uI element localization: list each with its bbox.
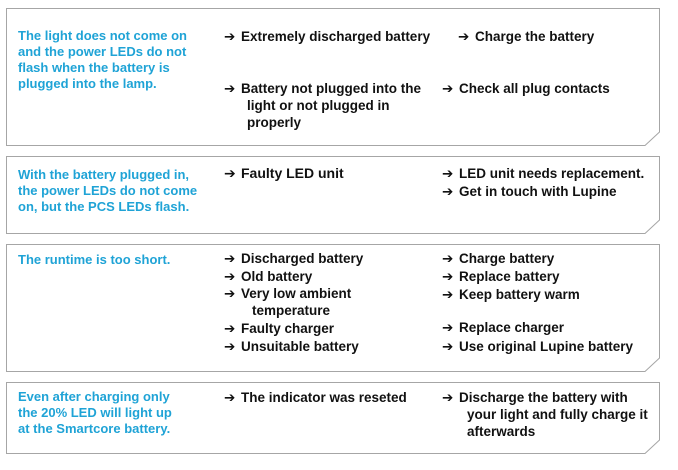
cause-item: ➔ Discharged battery bbox=[224, 251, 364, 266]
right-arrow-icon: ➔ bbox=[224, 286, 236, 301]
solution-item: ➔ Charge battery bbox=[442, 251, 555, 266]
cause-item: ➔ The indicator was reseted bbox=[224, 390, 407, 405]
troubleshooting-row-3 bbox=[6, 244, 660, 372]
cause-item: ➔ Old battery bbox=[224, 269, 313, 284]
right-arrow-icon: ➔ bbox=[442, 81, 454, 96]
cause-continuation: light or not plugged in bbox=[247, 98, 390, 113]
cause-item: ➔ Faulty charger bbox=[224, 321, 335, 336]
solution-item: ➔ Replace charger bbox=[442, 320, 565, 335]
solution-item: ➔ Use original Lupine battery bbox=[442, 339, 634, 354]
right-arrow-icon: ➔ bbox=[224, 251, 236, 266]
right-arrow-icon: ➔ bbox=[442, 320, 454, 335]
cause-continuation: properly bbox=[247, 115, 302, 130]
right-arrow-icon: ➔ bbox=[224, 81, 236, 96]
cause-item: ➔ Very low ambient bbox=[224, 286, 352, 301]
cause-item: ➔ Battery not plugged into the bbox=[224, 81, 421, 96]
solution-item: ➔ Get in touch with Lupine bbox=[442, 184, 617, 199]
right-arrow-icon: ➔ bbox=[442, 184, 454, 199]
right-arrow-icon: ➔ bbox=[442, 339, 454, 354]
troubleshooting-row-4 bbox=[6, 382, 660, 454]
right-arrow-icon: ➔ bbox=[224, 339, 236, 354]
troubleshooting-row-2 bbox=[6, 156, 660, 234]
right-arrow-icon: ➔ bbox=[442, 166, 454, 181]
right-arrow-icon: ➔ bbox=[224, 269, 236, 284]
right-arrow-icon: ➔ bbox=[442, 287, 454, 302]
right-arrow-icon: ➔ bbox=[442, 390, 454, 405]
right-arrow-icon: ➔ bbox=[458, 29, 470, 44]
solution-item: ➔ Discharge the battery with bbox=[442, 390, 628, 405]
troubleshooting-row-1 bbox=[6, 8, 660, 146]
solution-item: ➔ Replace battery bbox=[442, 269, 560, 284]
problem-text: The light does not come on and the power LEDs do not flash when the battery is plugged into the lamp. bbox=[18, 28, 187, 91]
solution-item: ➔ Keep battery warm bbox=[442, 287, 580, 302]
solution-continuation: afterwards bbox=[467, 424, 536, 439]
problem-text: The runtime is too short. bbox=[18, 252, 171, 267]
right-arrow-icon: ➔ bbox=[224, 321, 236, 336]
solution-item: ➔ Charge the battery bbox=[458, 29, 595, 44]
problem-text: With the battery plugged in, the power LEDs do not come on, but the PCS LEDs flash. bbox=[18, 167, 198, 214]
cause-item: ➔ Faulty LED unit bbox=[224, 165, 344, 181]
cause-continuation: temperature bbox=[252, 303, 331, 318]
cause-item: ➔ Extremely discharged battery bbox=[224, 29, 431, 44]
right-arrow-icon: ➔ bbox=[442, 269, 454, 284]
cause-item: ➔ Unsuitable battery bbox=[224, 339, 359, 354]
solution-item: ➔ Check all plug contacts bbox=[442, 81, 610, 96]
right-arrow-icon: ➔ bbox=[224, 165, 236, 181]
right-arrow-icon: ➔ bbox=[224, 29, 236, 44]
solution-continuation: your light and fully charge it bbox=[467, 407, 648, 422]
problem-text: Even after charging only the 20% LED will light up at the Smartcore battery. bbox=[18, 389, 172, 436]
right-arrow-icon: ➔ bbox=[224, 390, 236, 405]
solution-item: ➔ LED unit needs replacement. bbox=[442, 166, 645, 181]
right-arrow-icon: ➔ bbox=[442, 251, 454, 266]
